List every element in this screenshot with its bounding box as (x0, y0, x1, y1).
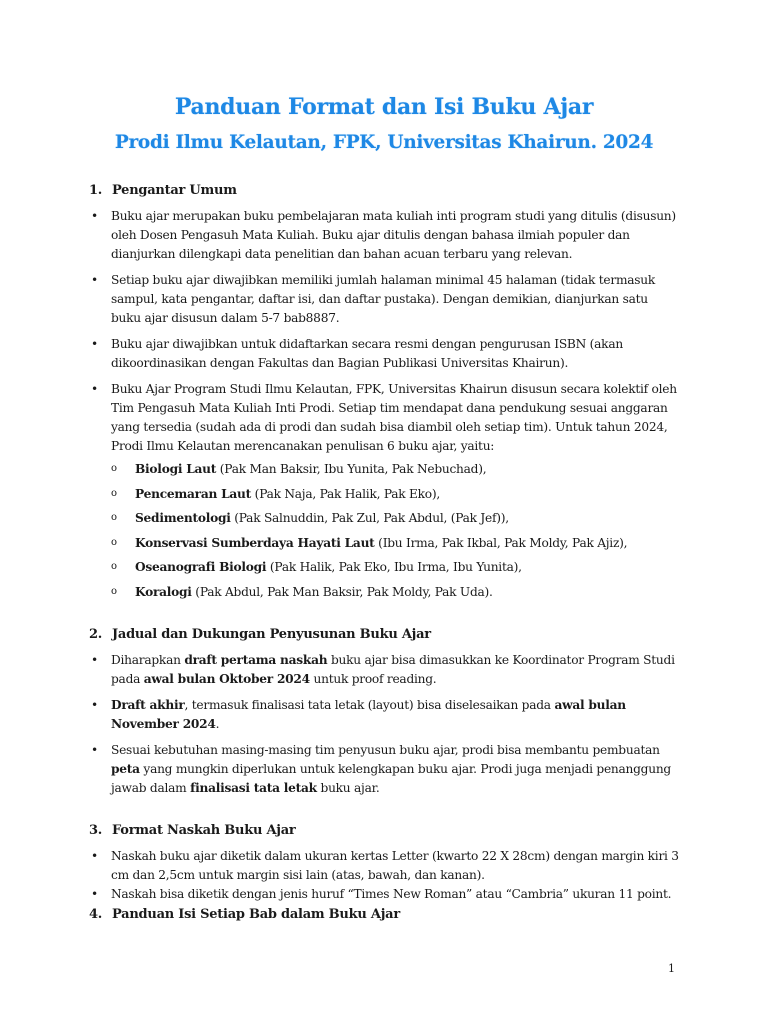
bullet-item: • Buku ajar diwajibkan untuk didaftarkan secara resmi dengan pengurusan ISBN (akan dikoordinasikan dengan Fakultas dan Bagian Publikasi Universitas Khairun). (89, 335, 679, 373)
section-1-bullets (89, 207, 679, 456)
bullet-item: • Sesuai kebutuhan masing-masing tim penyusun buku ajar, prodi bisa membantu pembuatan peta yang mungkin diperlukan untuk kelengkapan buku ajar. Prodi juga menjadi penanggung jawab dalam finalisasi tata letak buku ajar. (89, 741, 679, 798)
book-item: o Oseanografi Biologi (Pak Halik, Pak Eko, Ibu Irma, Ibu Yunita), (89, 555, 679, 580)
section-heading-2: 2. Jadual dan Dukungan Penyusunan Buku Ajar (89, 626, 431, 642)
book-item: o Biologi Laut (Pak Man Baksir, Ibu Yunita, Pak Nebuchad), (89, 457, 679, 482)
bullet-item: • Buku ajar merupakan buku pembelajaran mata kuliah inti program studi yang ditulis (disusun) oleh Dosen Pengasuh Mata Kuliah. Buku ajar ditulis dengan bahasa ilmiah populer dan dianjurkan dilengkapi data penelitian dan bahan acuan terbaru yang relevan. (89, 207, 679, 264)
document-body (89, 181, 679, 924)
section-heading-1: 1. Pengantar Umum (89, 183, 237, 198)
bullet-item: • Draft akhir, termasuk finalisasi tata letak (layout) bisa diselesaikan pada awal bulan November 2024. (89, 696, 679, 734)
bullet-item: • Naskah bisa diketik dengan jenis huruf “Times New Roman” atau “Cambria” ukuran 11 point. (89, 885, 679, 904)
section-3-bullets (89, 847, 679, 904)
document-title: Panduan Format dan Isi Buku Ajar (174, 94, 594, 120)
bullet-item: • Buku Ajar Program Studi Ilmu Kelautan, FPK, Universitas Khairun disusun secara kolektif oleh Tim Pengasuh Mata Kuliah Inti Prodi. Setiap tim mendapat dana pendukung sesuai anggaran yang tersedia (sudah ada di prodi dan sudah bisa diambil oleh setiap tim). Untuk tahun 2024, Prodi Ilmu Kelautan merencanakan penulisan 6 buku ajar, yaitu: (89, 380, 679, 456)
section-2-bullets (89, 651, 679, 798)
book-item: o Koralogi (Pak Abdul, Pak Man Baksir, Pak Moldy, Pak Uda). (89, 580, 679, 605)
bullet-item: • Setiap buku ajar diwajibkan memiliki jumlah halaman minimal 45 halaman (tidak termasuk sampul, kata pengantar, daftar isi, dan daftar pustaka). Dengan demikian, dianjurkan satu buku ajar disusun dalam 5-7 bab8887. (89, 271, 679, 328)
title-block (0, 91, 768, 159)
document-subtitle: Prodi Ilmu Kelautan, FPK, Universitas Khairun. 2024 (114, 132, 654, 153)
bullet-item: • Diharapkan draft pertama naskah buku ajar bisa dimasukkan ke Koordinator Program Studi pada awal bulan Oktober 2024 untuk proof reading. (89, 651, 679, 689)
book-item: o Sedimentologi (Pak Salnuddin, Pak Zul, Pak Abdul, (Pak Jef)), (89, 506, 679, 531)
bullet-item: • Naskah buku ajar diketik dalam ukuran kertas Letter (kwarto 22 X 28cm) dengan margin kiri 3 cm dan 2,5cm untuk margin sisi lain (atas, bawah, dan kanan). (89, 847, 679, 885)
page-number: 1 (668, 962, 675, 975)
book-item: o Konservasi Sumberdaya Hayati Laut (Ibu Irma, Pak Ikbal, Pak Moldy, Pak Ajiz), (89, 531, 679, 556)
book-item: o Pencemaran Laut (Pak Naja, Pak Halik, Pak Eko), (89, 482, 679, 507)
section-heading-4: 4. Panduan Isi Setiap Bab dalam Buku Ajar (89, 906, 400, 922)
section-heading-3: 3. Format Naskah Buku Ajar (89, 822, 296, 838)
book-list (89, 457, 679, 605)
